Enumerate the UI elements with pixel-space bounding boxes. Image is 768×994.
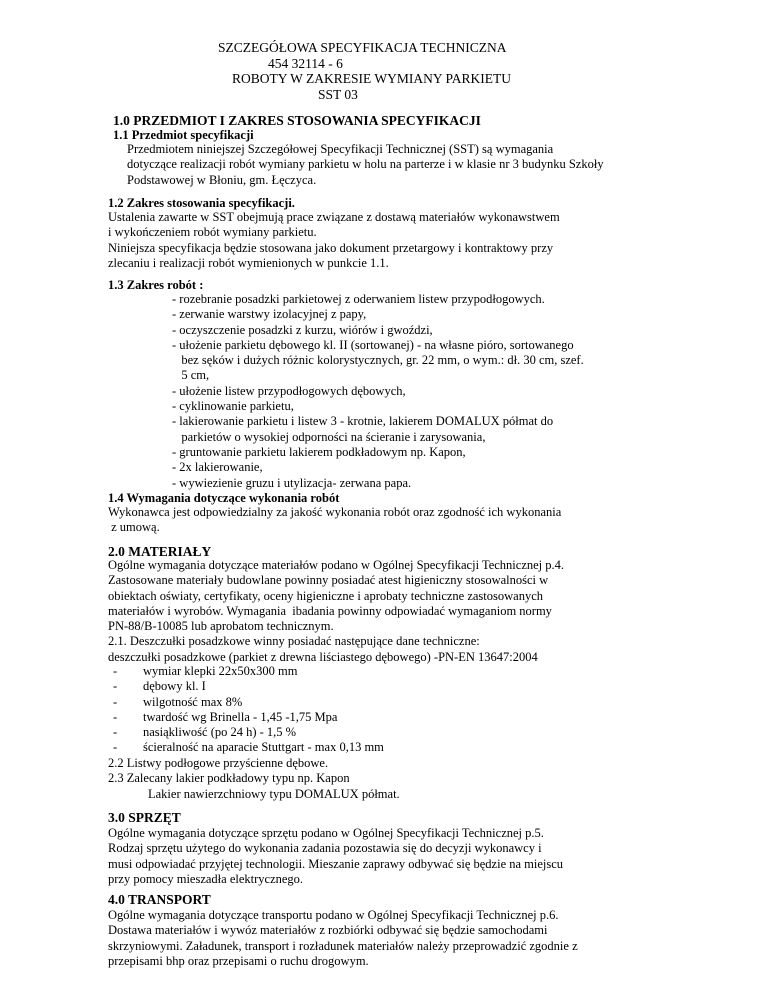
text-line: z umową. <box>108 520 160 535</box>
list-item: - 2x lakierowanie, <box>172 460 263 475</box>
section-2-dash-list <box>113 664 513 756</box>
text-line: PN-88/B-10085 lub aprobatom technicznym. <box>108 619 334 634</box>
dash-item-text: wilgotność max 8% <box>143 694 243 709</box>
text-line: i wykończeniem robót wymiany parkietu. <box>108 225 317 240</box>
dash-list-item: - twardość wg Brinella - 1,45 -1,75 Mpa <box>113 709 338 724</box>
list-item: - zerwanie warstwy izolacyjnej z papy, <box>172 307 367 322</box>
list-item: - cyklinowanie parkietu, <box>172 399 294 414</box>
doc-sst-number: SST 03 <box>318 86 358 102</box>
text-line: skrzyniowymi. Załadunek, transport i rozładunek materiałów należy przeprowadzić zgodnie z <box>108 938 578 953</box>
list-item: bez sęków i dużych różnic kolorystycznych, gr. 22 mm, o wym.: dł. 30 cm, szef. <box>172 353 584 368</box>
doc-code: 454 32114 - 6 <box>268 55 343 71</box>
dash-list-item: - wilgotność max 8% <box>113 694 243 709</box>
text-line: materiałów i wyrobów. Wymagania ibadania powinny odpowiadać wymaganiom normy <box>108 603 552 618</box>
text-line: Podstawowej w Błoniu, gm. Łęczyca. <box>127 172 317 187</box>
text-line: Ogólne wymagania dotyczące transportu podano w Ogólnej Specyfikacji Technicznej p.6. <box>108 908 559 922</box>
list-item: - oczyszczenie posadzki z kurzu, wiórów i gwoździ, <box>172 322 433 337</box>
section-1-1-body <box>127 142 604 188</box>
doc-title-line: SZCZEGÓŁOWA SPECYFIKACJA TECHNICZNA <box>218 40 507 55</box>
list-item: - rozebranie posadzki parkietowej z oderwaniem listew przypodłogowych. <box>172 292 545 306</box>
text-line: Ogólne wymagania dotyczące materiałów podano w Ogólnej Specyfikacji Technicznej p.4. <box>108 558 565 572</box>
dash-item-text: ścieralność na aparacie Stuttgart - max 0,13 mm <box>143 740 384 755</box>
dash-item-text: wymiar klepki 22x50x300 mm <box>143 664 298 678</box>
text-line: obiektach oświaty, certyfikaty, oceny higieniczne i aprobaty techniczne zastosowanych <box>108 588 544 603</box>
section-4-heading: 4.0 TRANSPORT <box>108 892 211 907</box>
text-line: zlecaniu i realizacji robót wymienionych w punkcie 1.1. <box>108 255 389 270</box>
section-1-4-heading: 1.4 Wymagania dotyczące wykonania robót <box>108 491 340 505</box>
section-3-heading: 3.0 SPRZĘT <box>108 810 181 825</box>
dash-list-item: - dębowy kl. I <box>113 679 206 694</box>
section-1-3-list <box>172 292 584 491</box>
text-line: Ustalenia zawarte w SST obejmują prace związane z dostawą materiałów wykonawstwem <box>108 210 560 224</box>
section-1-2-body <box>108 210 560 271</box>
text-line: Niniejsza specyfikacja będzie stosowana jako dokument przetargowy i kontraktowy przy <box>108 240 554 255</box>
list-item: - wywiezienie gruzu i utylizacja- zerwana papa. <box>172 475 412 490</box>
text-line: musi odpowiadać przyjętej technologii. Mieszanie zaprawy odbywać się będzie na miejscu <box>108 856 564 871</box>
text-line: Rodzaj sprzętu użytego do wykonania zadania pozostawia się do decyzji wykonawcy i <box>108 841 542 856</box>
list-item: - ułożenie parkietu dębowego kl. II (sortowanej) - na własne pióro, sortowanego <box>172 337 574 352</box>
text-line: deszczułki posadzkowe (parkiet z drewna liściastego dębowego) -PN-EN 13647:2004 <box>108 649 538 664</box>
text-line: Ogólne wymagania dotyczące sprzętu podano w Ogólnej Specyfikacji Technicznej p.5. <box>108 826 544 840</box>
dash-list-item: - nasiąkliwość (po 24 h) - 1,5 % <box>113 725 297 740</box>
text-line: dotyczące realizacji robót wymiany parkietu w holu na parterze i w klasie nr 3 budynku Szkoły <box>127 157 604 172</box>
section-1-heading: 1.0 PRZEDMIOT I ZAKRES STOSOWANIA SPECYFIKACJI <box>113 113 481 128</box>
section-2-tail <box>108 756 400 802</box>
list-item: - ułożenie listew przypodłogowych dębowych, <box>172 383 406 398</box>
section-1-1-heading: 1.1 Przedmiot specyfikacji <box>113 128 254 142</box>
text-line: Zastosowane materiały budowlane powinny posiadać atest higieniczny stosowalności w <box>108 573 549 588</box>
text-line: Dostawa materiałów i wywóz materiałów z rozbiórki odbywać się będzie samochodami <box>108 923 548 938</box>
text-line: Wykonawca jest odpowiedzialny za jakość wykonania robót oraz zgodność ich wykonania <box>108 505 562 519</box>
list-item: - gruntowanie parkietu lakierem podkładowym np. Kapon, <box>172 444 466 459</box>
text-line: przepisami bhp oraz przepisami o ruchu drogowym. <box>108 953 369 968</box>
dash-item-text: nasiąkliwość (po 24 h) - 1,5 % <box>143 725 297 740</box>
section-1-3-heading: 1.3 Zakres robót : <box>108 278 204 292</box>
dash-list-item: - ścieralność na aparacie Stuttgart - max 0,13 mm <box>113 740 384 755</box>
text-line: Lakier nawierzchniowy typu DOMALUX półmat. <box>148 786 400 801</box>
list-item: 5 cm, <box>172 368 210 383</box>
list-item: parkietów o wysokiej odporności na ścieranie i zarysowania, <box>172 429 486 444</box>
dash-item-text: twardość wg Brinella - 1,45 -1,75 Mpa <box>143 709 338 724</box>
section-1-4-body <box>108 505 561 536</box>
text-line: Przedmiotem niniejszej Szczegółowej Specyfikacji Technicznej (SST) są wymagania <box>127 142 554 156</box>
section-2-body <box>108 558 564 665</box>
text-line: 2.1. Deszczułki posadzkowe winny posiadać następujące dane techniczne: <box>108 634 480 649</box>
list-item: - lakierowanie parkietu i listew 3 - krotnie, lakierem DOMALUX półmat do <box>172 414 554 429</box>
section-2-heading: 2.0 MATERIAŁY <box>108 544 212 559</box>
dash-list-item: - wymiar klepki 22x50x300 mm <box>113 664 298 678</box>
text-line: 2.2 Listwy podłogowe przyścienne dębowe. <box>108 756 329 770</box>
text-line: przy pomocy mieszadła elektrycznego. <box>108 871 304 886</box>
section-4-body <box>108 908 578 969</box>
doc-subtitle: ROBOTY W ZAKRESIE WYMIANY PARKIETU <box>232 71 512 87</box>
dash-item-text: dębowy kl. I <box>143 679 206 694</box>
section-3-body <box>108 826 563 887</box>
text-line: 2.3 Zalecany lakier podkładowy typu np. Kapon <box>108 771 350 786</box>
section-1-2-heading: 1.2 Zakres stosowania specyfikacji. <box>108 196 295 210</box>
